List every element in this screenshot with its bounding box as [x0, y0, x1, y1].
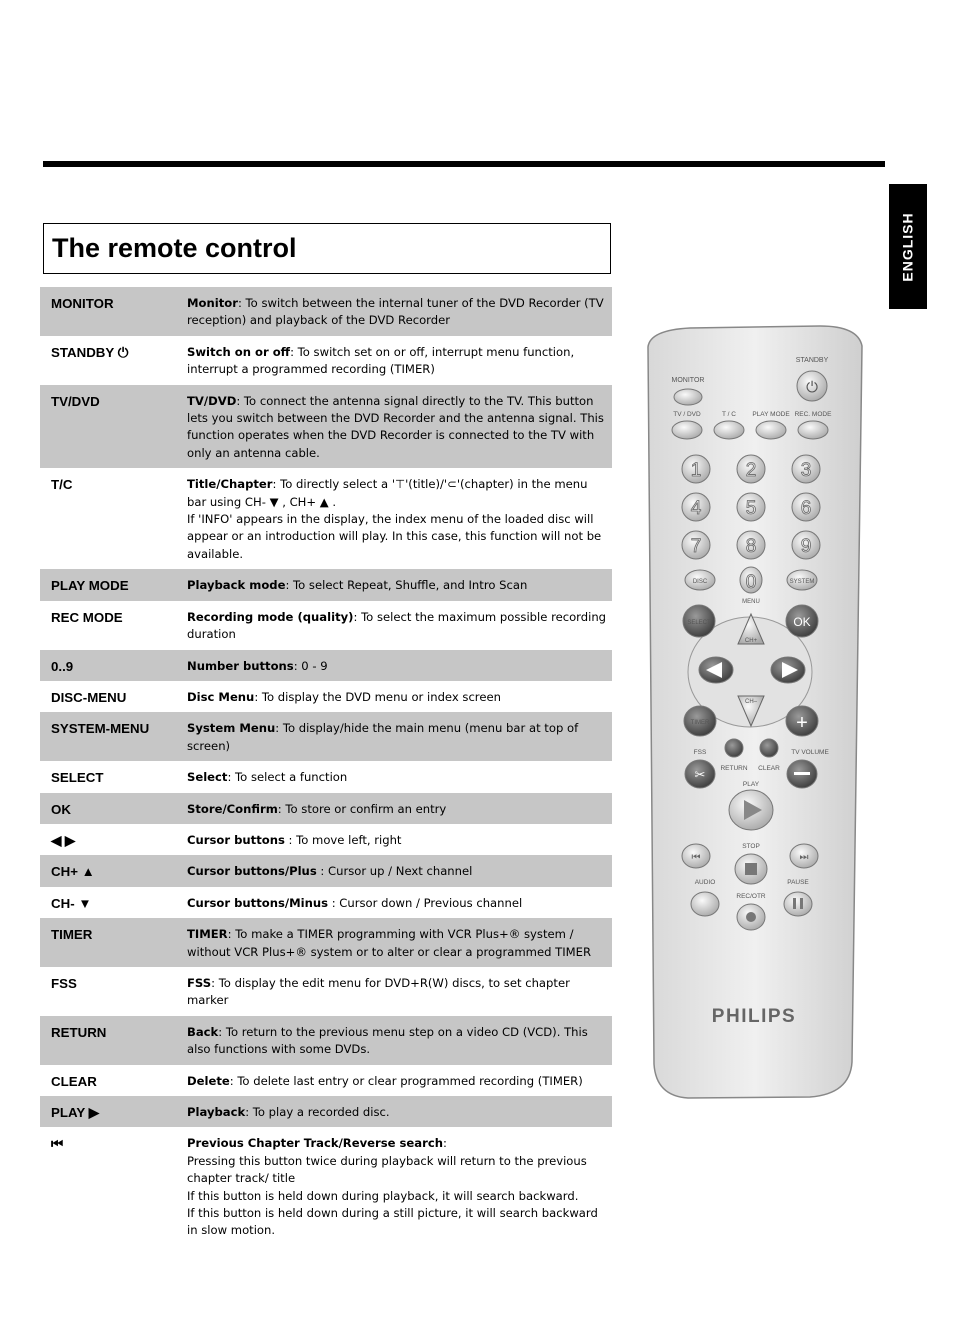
row-text: : 0 - 9 [293, 658, 328, 673]
row-text: : To make a TIMER programming with VCR Plus+® system / without VCR Plus+® system or to alter or clear a programmed TIMER [187, 927, 592, 959]
row-key: REC MODE [51, 609, 123, 625]
row-key: SYSTEM-MENU [51, 721, 150, 737]
ch-minus-label: CH– [744, 699, 758, 705]
row-term: Recording mode (quality) [187, 609, 354, 624]
pause-icon-bar [800, 898, 803, 909]
table-row [40, 918, 612, 967]
ok-label: OK [793, 615, 811, 629]
table-row [40, 385, 612, 469]
row-term: TV/DVD [187, 393, 237, 408]
digit-2-label: 2 [745, 460, 757, 481]
row-text: : [442, 1136, 447, 1151]
digit-9-label: 9 [800, 536, 812, 557]
table-row [40, 468, 612, 569]
row-key: SELECT [51, 770, 104, 786]
row-key: CH+ ▲ [51, 864, 95, 880]
row-extra-text: If 'INFO' appears in the display, the index menu of the loaded disc will appear or an introduction will play. In this case, this function will not be available. [187, 512, 602, 561]
fss-label: FSS [693, 749, 707, 756]
row-description [187, 1135, 612, 1239]
row-description [187, 577, 612, 594]
row-description [187, 1104, 612, 1121]
row-text: : Cursor down / Previous channel [328, 895, 523, 910]
remote-functions-table [40, 287, 612, 1246]
row-text: : To select Repeat, Shuffle, and Intro Scan [285, 578, 528, 593]
row-text: : To display/hide the main menu (menu bar at top of screen) [187, 721, 579, 753]
table-row [40, 967, 612, 1016]
digit-4-label: 4 [690, 498, 702, 519]
ch-plus-label: CH+ [744, 638, 758, 644]
row-key: 0..9 [51, 658, 74, 674]
standby-label: STANDBY [795, 357, 829, 364]
table-row [40, 287, 612, 336]
row-term: Playback [187, 1105, 246, 1119]
row-key: PLAY ▶ [51, 1105, 99, 1120]
row-text: : To display the DVD menu or index screen [254, 689, 501, 704]
row-key: OK [51, 801, 71, 817]
audio-button [691, 892, 719, 916]
row-term: Title/Chapter [187, 477, 273, 492]
row-description [187, 1024, 612, 1059]
row-key: STANDBY ⏻ [51, 344, 129, 360]
power-icon: ⏻ [806, 378, 818, 396]
row-key: FSS [51, 975, 77, 991]
pause-label: PAUSE [787, 879, 809, 886]
row-text: : To return to the previous menu step on a video CD (VCD). This also functions with some DVDs. [187, 1024, 588, 1057]
select-label: SELECT [687, 620, 711, 626]
row-term: Select [187, 770, 228, 785]
rec-otr-label: REC/OTR [736, 893, 766, 900]
table-row [40, 793, 612, 824]
title-box [43, 223, 611, 274]
clear-button [760, 739, 778, 757]
row-description [187, 895, 612, 912]
row-term: Switch on or off [187, 344, 291, 359]
table-row [40, 681, 612, 712]
row-key: CLEAR [51, 1073, 97, 1089]
row-key: MONITOR [51, 296, 114, 311]
minus-icon [794, 772, 810, 775]
row-description [187, 832, 612, 849]
table-row [40, 601, 612, 650]
row-key: DISC-MENU [51, 689, 127, 705]
disc-label: DISC [692, 579, 708, 585]
clear-label: CLEAR [758, 765, 780, 772]
row-term: Monitor [187, 296, 238, 310]
digit-1-label: 1 [690, 460, 702, 481]
table-row [40, 1016, 612, 1065]
tc-button [714, 421, 744, 439]
row-extra-text: Pressing this button twice during playback will return to the previous chapter track/ title [187, 1153, 587, 1186]
tvdvd-button [672, 421, 702, 439]
row-term: Delete [187, 1073, 230, 1088]
monitor-label: MONITOR [671, 377, 705, 384]
language-tab-label: ENGLISH [900, 211, 917, 282]
row-key: CH- ▼ [51, 895, 92, 911]
row-key: ◀ ▶ [51, 832, 76, 848]
table-row [40, 824, 612, 855]
row-description [187, 476, 612, 563]
pause-button [784, 892, 812, 916]
digit-7-label: 7 [690, 536, 702, 557]
return-label: RETURN [720, 765, 748, 772]
brand-logo: PHILIPS [711, 1006, 797, 1027]
next-icon: ⏭ [799, 852, 809, 863]
row-description [187, 295, 612, 330]
table-row [40, 569, 612, 600]
previous-icon: ⏮ [691, 852, 701, 863]
row-text: : To switch between the internal tuner of the DVD Recorder (TV reception) and playback of the DVD Recorder [187, 296, 604, 328]
row-term: System Menu [187, 721, 276, 736]
table-row [40, 1096, 612, 1127]
row-extra-text: If this button is held down during playback, it will search backward. [187, 1188, 579, 1203]
row-term: Cursor buttons/Plus [187, 864, 317, 879]
row-description [187, 926, 612, 961]
digit-8-label: 8 [745, 536, 757, 557]
play-mode-label: PLAY MODE [752, 411, 790, 418]
row-description [187, 609, 612, 644]
digit-6-label: 6 [800, 498, 812, 519]
row-key: ⏮ [51, 1136, 63, 1152]
row-text: : To display the edit menu for DVD+R(W) discs, to set chapter marker [187, 975, 570, 1008]
digit-3-label: 3 [800, 460, 812, 481]
row-text: : To delete last entry or clear programmed recording (TIMER) [229, 1073, 583, 1088]
row-key: PLAY MODE [51, 578, 129, 594]
play-mode-button [756, 421, 786, 439]
table-row [40, 855, 612, 886]
system-label: SYSTEM [789, 579, 815, 585]
row-term: TIMER [187, 927, 228, 942]
stop-label: STOP [742, 843, 760, 850]
plus-icon: + [796, 712, 808, 734]
row-key: TV/DVD [51, 393, 100, 409]
row-text: : To move left, right [284, 832, 402, 847]
row-description [187, 863, 612, 880]
timer-label: TIMER [690, 720, 710, 726]
row-description [187, 801, 612, 818]
row-description [187, 720, 612, 755]
rec-mode-button [798, 421, 828, 439]
return-button [725, 739, 743, 757]
top-rule [43, 161, 885, 167]
play-label: PLAY [742, 781, 760, 788]
row-text: : To select the maximum possible recording duration [187, 609, 607, 642]
row-term: Store/Confirm [187, 801, 278, 816]
row-text: : To select a function [227, 770, 348, 785]
remote-control-illustration [630, 322, 880, 1112]
monitor-button [674, 389, 702, 405]
row-term: Disc Menu [187, 689, 255, 704]
row-text: : To play a recorded disc. [245, 1105, 390, 1119]
language-tab [889, 184, 927, 309]
tvdvd-label: TV / DVD [673, 411, 701, 418]
row-description [187, 975, 612, 1010]
row-term: Back [187, 1024, 219, 1039]
row-term: Cursor buttons [187, 832, 285, 847]
row-description [187, 689, 612, 706]
row-term: Previous Chapter Track/Reverse search [187, 1136, 443, 1151]
pause-icon-bar [793, 898, 796, 909]
digit-5-label: 5 [745, 498, 757, 519]
table-row [40, 887, 612, 918]
row-key: TIMER [51, 927, 93, 943]
row-description [187, 769, 612, 786]
record-icon [746, 912, 756, 922]
row-term: FSS [187, 975, 212, 990]
table-row [40, 1127, 612, 1245]
tv-volume-label: TV VOLUME [791, 749, 829, 756]
row-term: Number buttons [187, 658, 294, 673]
rec-mode-label: REC. MODE [794, 411, 832, 418]
row-description [187, 344, 612, 379]
scissors-icon: ✂ [694, 768, 706, 783]
row-extra-text: If this button is held down during a still picture, it will search backward in slow motion. [187, 1206, 598, 1238]
table-row [40, 1065, 612, 1096]
row-description [187, 658, 612, 675]
row-description [187, 393, 612, 463]
digit-0-label: 0 [745, 572, 757, 593]
row-text: : Cursor up / Next channel [316, 864, 473, 879]
row-description [187, 1073, 612, 1090]
row-text: : To switch set on or off, interrupt menu function, interrupt a programmed recording (TIMER) [187, 344, 575, 377]
page-title: The remote control [52, 233, 297, 263]
audio-label: AUDIO [694, 879, 716, 886]
table-row [40, 336, 612, 385]
table-row [40, 761, 612, 792]
table-row [40, 712, 612, 761]
table-row [40, 650, 612, 681]
stop-icon [745, 863, 757, 875]
row-term: Cursor buttons/Minus [187, 895, 329, 910]
row-text: : To directly select a '⊤'(title)/'⊂'(chapter) in the menu bar using CH- ▼ , CH+ ▲ . [187, 477, 588, 509]
row-key: RETURN [51, 1024, 107, 1040]
row-text: : To connect the antenna signal directly to the TV. This button lets you switch between the DVD Recorder and the antenna signal. This function operates when the DVD Recorder is connected to the TV with only an antenna cable. [187, 393, 604, 460]
row-key: T/C [51, 477, 73, 493]
menu-label: MENU [742, 599, 760, 605]
tc-label: T / C [722, 411, 736, 418]
row-term: Playback mode [187, 578, 286, 593]
row-text: : To store or confirm an entry [277, 801, 447, 816]
